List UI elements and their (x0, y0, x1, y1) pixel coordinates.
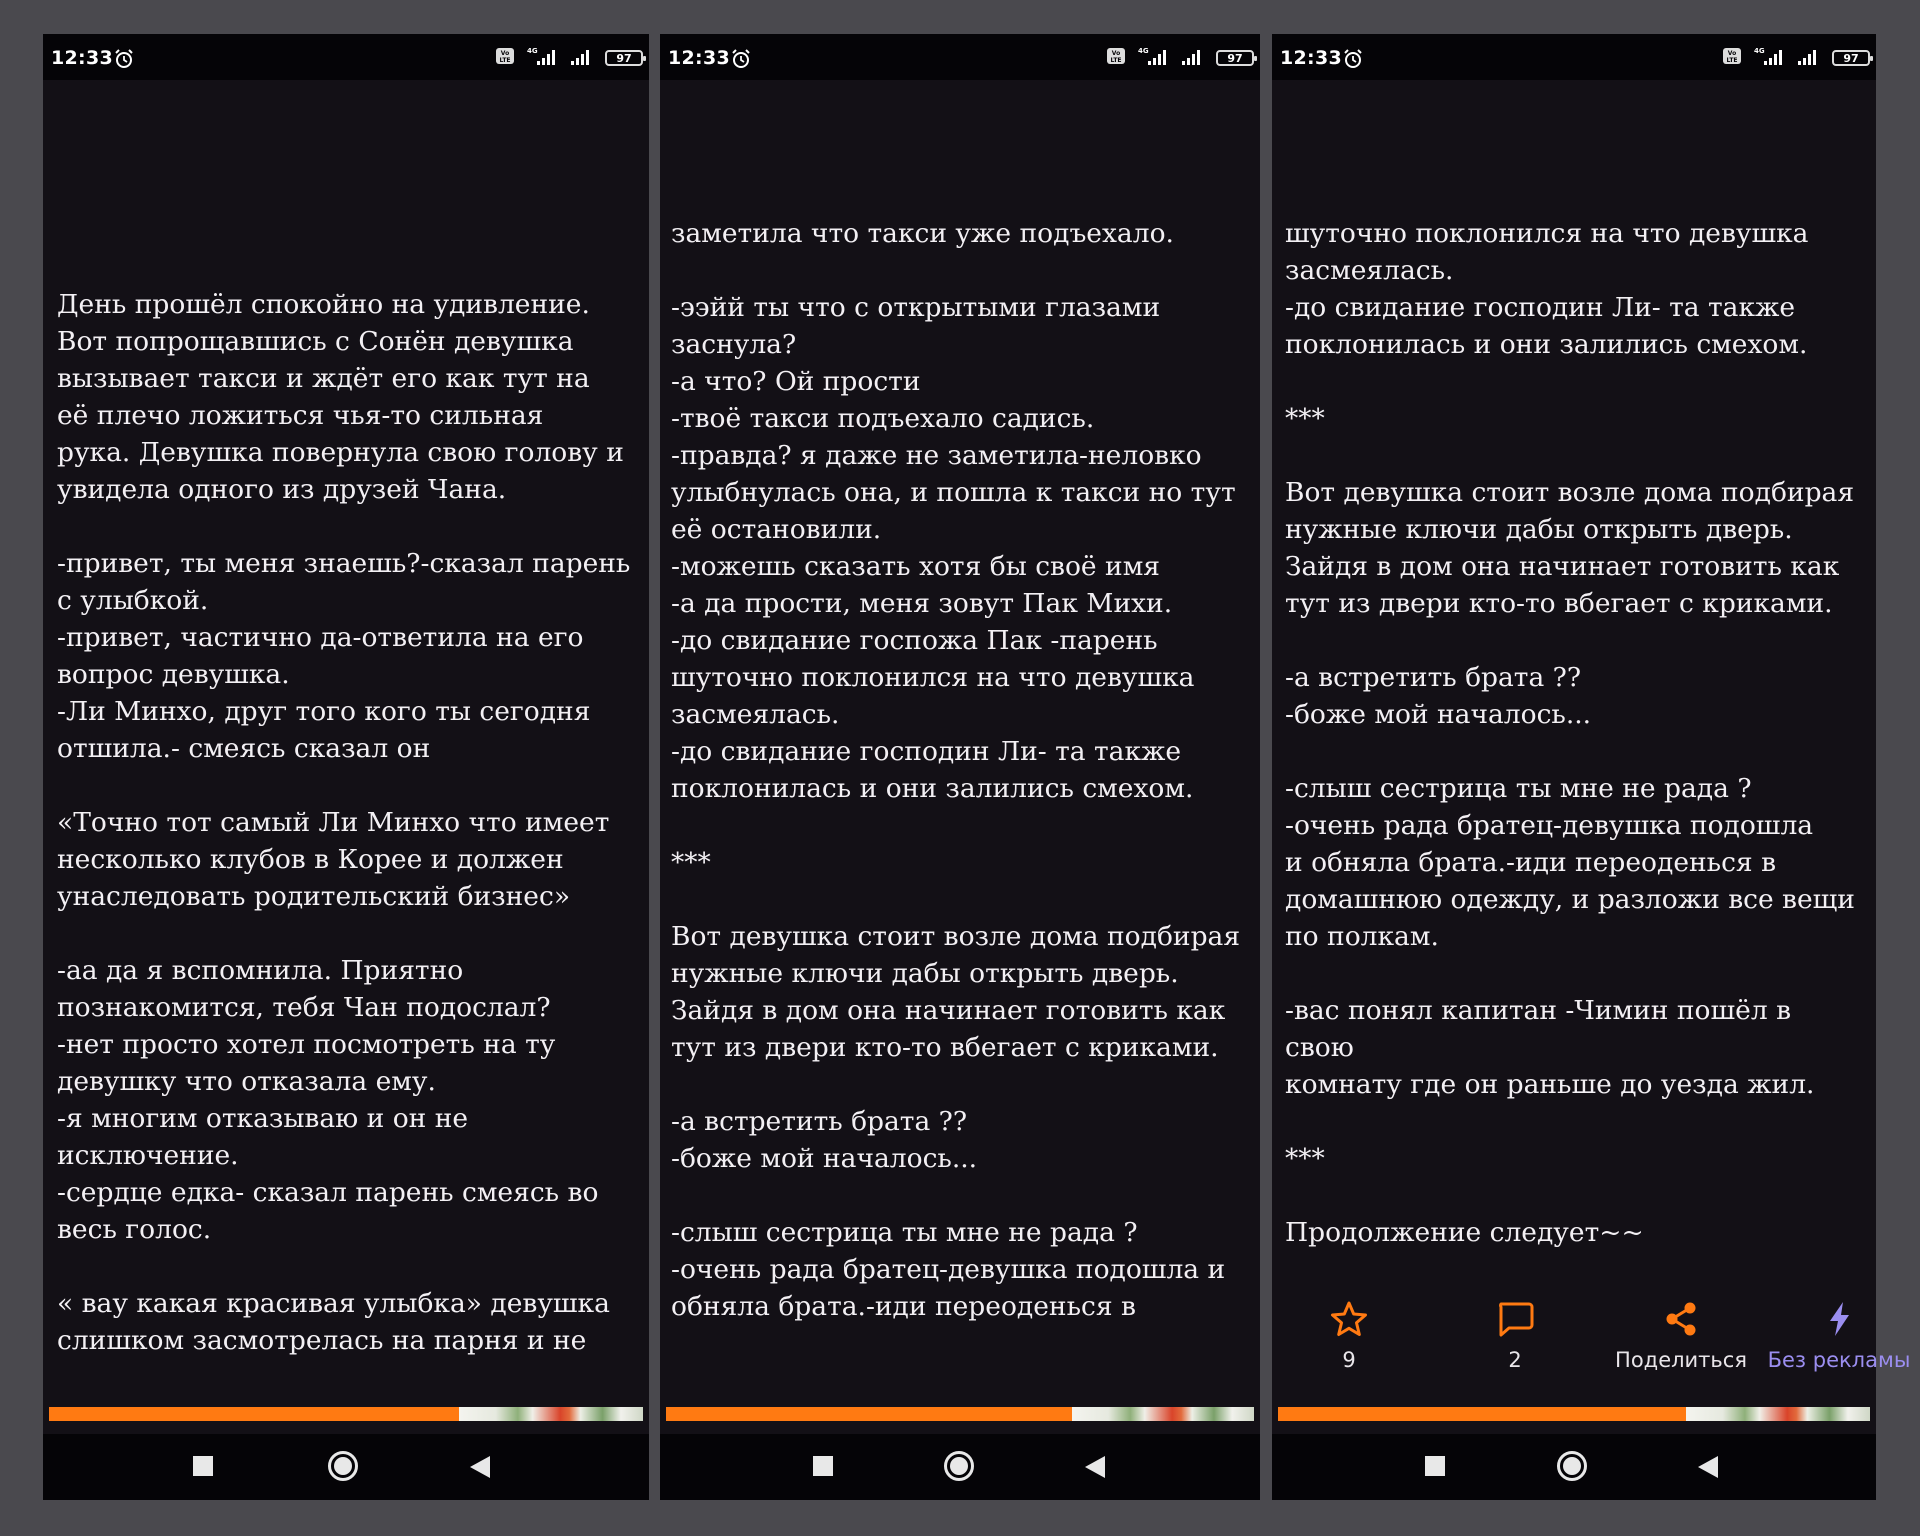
alarm-clock-icon (730, 48, 752, 74)
share-label: Поделиться (1615, 1348, 1747, 1372)
circle-home-icon[interactable] (1556, 1450, 1588, 1486)
volte-icon (1722, 47, 1742, 69)
comment-count: 2 (1508, 1348, 1522, 1372)
signal-bars-icon (1180, 46, 1206, 70)
triangle-back-icon[interactable] (1696, 1454, 1720, 1484)
signal-4g-icon (1136, 46, 1170, 70)
battery-icon: 97 (1832, 50, 1870, 66)
progress-fill (49, 1407, 459, 1421)
triangle-back-icon[interactable] (1083, 1454, 1107, 1484)
battery-icon: 97 (605, 50, 643, 66)
circle-home-icon[interactable] (327, 1450, 359, 1486)
progress-fill (666, 1407, 1072, 1421)
status-time: 12:33 (51, 47, 113, 69)
progress-fill (1278, 1407, 1686, 1421)
triangle-back-icon[interactable] (468, 1454, 492, 1484)
navigation-bar (43, 1434, 649, 1500)
no-ads-button[interactable] (1764, 1300, 1914, 1372)
ad-banner-strip[interactable] (1686, 1407, 1870, 1421)
share-icon (1661, 1300, 1701, 1342)
svg-text:Vo: Vo (1111, 50, 1121, 57)
star-count: 9 (1342, 1348, 1356, 1372)
chapter-action-bar (1272, 1300, 1911, 1410)
status-bar (43, 34, 649, 80)
signal-4g-icon (525, 46, 559, 70)
square-recents-icon[interactable] (1423, 1454, 1447, 1482)
no-ads-label: Без рекламы (1767, 1348, 1911, 1372)
ad-banner-strip[interactable] (459, 1407, 643, 1421)
comment-icon (1495, 1300, 1535, 1342)
svg-text:4G: 4G (1754, 47, 1765, 55)
signal-bars-icon (1796, 46, 1822, 70)
svg-text:4G: 4G (1138, 47, 1149, 55)
svg-text:Vo: Vo (1727, 50, 1737, 57)
reader-screen-3 (1272, 34, 1911, 1500)
navigation-bar (1272, 1434, 1876, 1500)
signal-4g-icon (1752, 46, 1786, 70)
svg-text:4G: 4G (527, 47, 538, 55)
navigation-bar (660, 1434, 1260, 1500)
svg-text:LTE: LTE (1110, 57, 1122, 64)
reading-progress-bar (49, 1407, 643, 1421)
status-time: 12:33 (668, 47, 730, 69)
volte-icon (495, 47, 515, 69)
reading-progress-bar (666, 1407, 1254, 1421)
battery-icon: 97 (1216, 50, 1254, 66)
share-button[interactable] (1606, 1300, 1756, 1372)
status-time: 12:33 (1280, 47, 1342, 69)
comments-button[interactable] (1440, 1300, 1590, 1372)
chapter-text: шуточно поклонился на что девушка засмеялась. -до свидание господин Ли- та также поклонилась и они залились смехом. *** Вот девушка стоит возле дома подбирая нужные ключи дабы открыть дверь. Зайдя в дом она начинает готовить как тут из двери кто-то вбегает с криками. -а встретить брата ?? -боже мой началось... -слыш сестрица ты мне не рада ? -очень рада братец-девушка подошла и обняла брата.-иди переоденься в домашнюю одежду, и разложи все вещи по полкам. -вас понял капитан -Чимин пошёл в свою комнату где он раньше до уезда жил. *** Продолжение следует~~ (1285, 218, 1855, 1248)
ad-banner-strip[interactable] (1072, 1407, 1254, 1421)
reader-screen-2 (660, 34, 1260, 1500)
status-bar (1272, 34, 1876, 80)
circle-home-icon[interactable] (943, 1450, 975, 1486)
status-bar (660, 34, 1260, 80)
chapter-text: заметила что такси уже подъехало. -ээйй ты что с открытыми глазами заснула? -а что? Ой прости -твоё такси подъехало садись. -правда? я даже не заметила-неловко улыбнулась она, и пошла к такси но тут её остановили. -можешь сказать хотя бы своё имя -а да прости, меня зовут Пак Михи. -до свидание госпожа Пак -парень шуточно поклонился на что девушка засмеялась. -до свидание господин Ли- та также поклонилась и они залились смехом. *** Вот девушка стоит возле дома подбирая нужные ключи дабы открыть дверь. Зайдя в дом она начинает готовить как тут из двери кто-то вбегает с криками. -а встретить брата ?? -боже мой началось... -слыш сестрица ты мне не рада ? -очень рада братец-девушка подошла и обняла брата.-иди переоденься в (671, 218, 1241, 1322)
signal-bars-icon (569, 46, 595, 70)
alarm-clock-icon (1342, 48, 1364, 74)
square-recents-icon[interactable] (811, 1454, 835, 1482)
volte-icon (1106, 47, 1126, 69)
reading-progress-bar (1278, 1407, 1870, 1421)
square-recents-icon[interactable] (191, 1454, 215, 1482)
alarm-clock-icon (113, 48, 135, 74)
lightning-icon (1819, 1300, 1859, 1342)
rate-star-button[interactable] (1274, 1300, 1424, 1372)
svg-text:Vo: Vo (500, 50, 510, 57)
star-icon (1329, 1300, 1369, 1342)
svg-text:LTE: LTE (1726, 57, 1738, 64)
chapter-text: День прошёл спокойно на удивление. Вот попрощавшись с Сонён девушка вызывает такси и ждёт его как тут на её плечо ложиться чья-то сильная рука. Девушка повернула свою голову и увидела одного из друзей Чана. -привет, ты меня знаешь?-сказал парень с улыбкой. -привет, частично да-ответила на его вопрос девушка. -Ли Минхо, друг того кого ты сегодня отшила.- смеясь сказал он «Точно тот самый Ли Минхо что имеет несколько клубов в Корее и должен унаследовать родительский бизнес» -аа да я вспомнила. Приятно познакомится, тебя Чан подослал? -нет просто хотел посмотреть на ту девушку что отказала ему. -я многим отказываю и он не исключение. -сердце едка- сказал парень смеясь во весь голос. « вау какая красивая улыбка» девушка слишком засмотрелась на парня и не (57, 289, 631, 1356)
reader-screen-1 (43, 34, 649, 1500)
svg-text:LTE: LTE (499, 57, 511, 64)
